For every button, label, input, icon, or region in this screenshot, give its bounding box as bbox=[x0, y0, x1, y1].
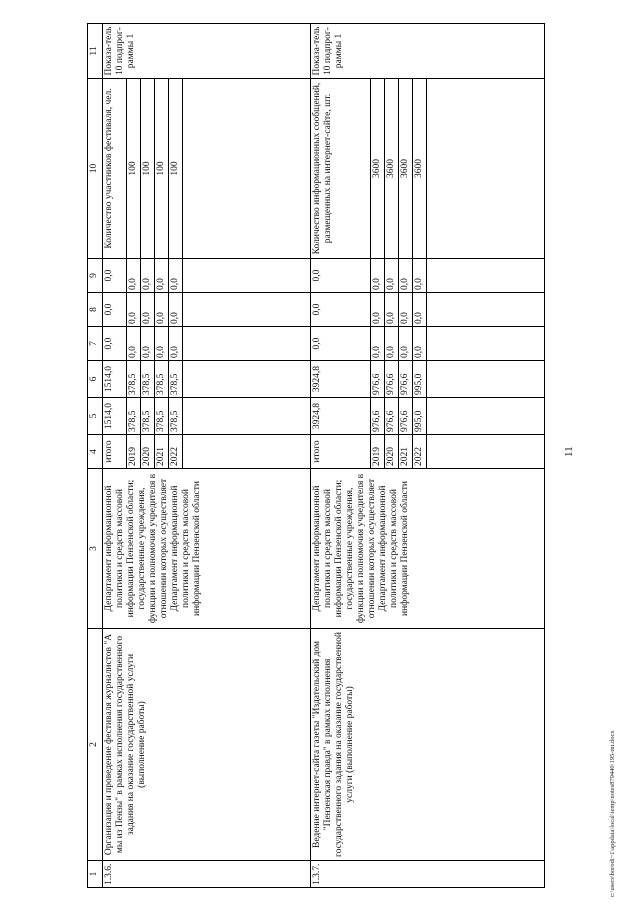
executor: Департамент информационной политики и средств массовой информации Пензенской области; государственные учреждения, функции и полномочия учредителя в отношении которых осуществляет Департамент информационной политики и средств массовой информации Пензенской области bbox=[103, 469, 311, 629]
header-cell: 11 bbox=[88, 24, 103, 79]
program-link: Показа-тель 10 подпрог-раммы 1 bbox=[103, 24, 311, 79]
value-cell: 0,0 bbox=[399, 259, 413, 293]
value-cell: 378,5 bbox=[141, 398, 155, 435]
value-cell: 378,5 bbox=[127, 398, 141, 435]
value-cell: 976,6 bbox=[371, 361, 385, 398]
year-cell: 2021 bbox=[399, 435, 413, 469]
value-cell: 0,0 bbox=[399, 293, 413, 327]
value-cell: 0,0 bbox=[155, 293, 169, 327]
indicator-value: 100 bbox=[169, 79, 183, 259]
value-cell: 378,5 bbox=[141, 361, 155, 398]
value-cell: 1514,0 bbox=[103, 398, 127, 435]
header-cell: 4 bbox=[88, 435, 103, 469]
value-cell: 0,0 bbox=[413, 327, 427, 361]
header-row bbox=[88, 24, 103, 888]
indicator-value: 3600 bbox=[413, 79, 427, 259]
value-cell: 378,5 bbox=[155, 361, 169, 398]
value-cell: 0,0 bbox=[311, 293, 371, 327]
value-cell: 0,0 bbox=[169, 259, 183, 293]
program-table bbox=[87, 23, 545, 888]
year-cell: 2022 bbox=[413, 435, 427, 469]
header-cell: 5 bbox=[88, 398, 103, 435]
table-row bbox=[311, 24, 371, 888]
header-cell: 7 bbox=[88, 327, 103, 361]
header-cell: 10 bbox=[88, 79, 103, 259]
value-cell: 0,0 bbox=[103, 259, 127, 293]
value-cell: 0,0 bbox=[385, 327, 399, 361]
indicator-name: Количество информационных сообщений, размещенных на интернет-сайте, шт. bbox=[311, 79, 371, 259]
value-cell: 0,0 bbox=[141, 293, 155, 327]
year-cell: итого bbox=[103, 435, 127, 469]
indicator-value: 100 bbox=[155, 79, 169, 259]
header-cell: 2 bbox=[88, 629, 103, 861]
year-cell: 2019 bbox=[127, 435, 141, 469]
value-cell: 0,0 bbox=[103, 327, 127, 361]
value-cell: 0,0 bbox=[385, 259, 399, 293]
value-cell: 0,0 bbox=[155, 327, 169, 361]
value-cell: 378,5 bbox=[127, 361, 141, 398]
indicator-value: 100 bbox=[127, 79, 141, 259]
value-cell: 0,0 bbox=[169, 327, 183, 361]
indicator-value: 3600 bbox=[399, 79, 413, 259]
value-cell: 976,6 bbox=[371, 398, 385, 435]
value-cell: 0,0 bbox=[311, 259, 371, 293]
value-cell: 0,0 bbox=[399, 327, 413, 361]
year-cell: 2022 bbox=[169, 435, 183, 469]
header-cell: 6 bbox=[88, 361, 103, 398]
year-cell: 2020 bbox=[385, 435, 399, 469]
indicator-name: Количество участников фестиваля, чел. bbox=[103, 79, 127, 259]
value-cell: 378,5 bbox=[169, 361, 183, 398]
value-cell: 1514,0 bbox=[103, 361, 127, 398]
value-cell: 0,0 bbox=[413, 293, 427, 327]
value-cell: 976,6 bbox=[399, 361, 413, 398]
indicator-value: 100 bbox=[141, 79, 155, 259]
value-cell: 0,0 bbox=[127, 259, 141, 293]
value-cell: 3924,8 bbox=[311, 398, 371, 435]
row-number: 1.3.7. bbox=[311, 861, 545, 888]
footer-file-path: c:\users\borodi~1\appdata\local\temp\notes879440\195-пп.docx bbox=[609, 730, 616, 897]
value-cell: 3924,8 bbox=[311, 361, 371, 398]
value-cell: 0,0 bbox=[103, 293, 127, 327]
row-number: 1.3.6. bbox=[103, 861, 311, 888]
value-cell: 976,6 bbox=[399, 398, 413, 435]
value-cell: 0,0 bbox=[169, 293, 183, 327]
value-cell: 378,5 bbox=[169, 398, 183, 435]
header-cell: 3 bbox=[88, 469, 103, 629]
value-cell: 0,0 bbox=[141, 327, 155, 361]
header-cell: 1 bbox=[88, 861, 103, 888]
year-cell: 2020 bbox=[141, 435, 155, 469]
value-cell: 378,5 bbox=[155, 398, 169, 435]
value-cell: 995,0 bbox=[413, 361, 427, 398]
measure-name: Организация и проведение фестиваля журналистов "А мы из Пензы" в рамках исполнения государственного задания на оказание государственной услуги (выполнение работы) bbox=[103, 629, 311, 861]
value-cell: 0,0 bbox=[311, 327, 371, 361]
measure-name: Ведение интернет-сайта газеты "Издательский дом "Пензенская правда" в рамках исполнения государственного задания на оказание государственной услуги (выполнение работы) bbox=[311, 629, 545, 861]
value-cell: 0,0 bbox=[141, 259, 155, 293]
value-cell: 995,0 bbox=[413, 398, 427, 435]
value-cell: 976,6 bbox=[385, 361, 399, 398]
year-cell: 2021 bbox=[155, 435, 169, 469]
value-cell: 976,6 bbox=[385, 398, 399, 435]
indicator-value: 3600 bbox=[371, 79, 385, 259]
value-cell: 0,0 bbox=[413, 259, 427, 293]
page-number: 11 bbox=[563, 446, 575, 457]
value-cell: 0,0 bbox=[155, 259, 169, 293]
header-cell: 9 bbox=[88, 259, 103, 293]
value-cell: 0,0 bbox=[371, 293, 385, 327]
value-cell: 0,0 bbox=[385, 293, 399, 327]
table-row bbox=[103, 24, 127, 888]
executor: Департамент информационной политики и средств массовой информации Пензенской области; государственные учреждения, функции и полномочия учредителя в отношении которых осуществляет Департамент информационной политики и средств массовой информации Пензенской области bbox=[311, 469, 545, 629]
value-cell: 0,0 bbox=[127, 293, 141, 327]
year-cell: итого bbox=[311, 435, 371, 469]
header-cell: 8 bbox=[88, 293, 103, 327]
indicator-value: 3600 bbox=[385, 79, 399, 259]
program-link: Показа-тель 10 подпрог-раммы 1 bbox=[311, 24, 545, 79]
value-cell: 0,0 bbox=[371, 327, 385, 361]
value-cell: 0,0 bbox=[371, 259, 385, 293]
value-cell: 0,0 bbox=[127, 327, 141, 361]
year-cell: 2019 bbox=[371, 435, 385, 469]
